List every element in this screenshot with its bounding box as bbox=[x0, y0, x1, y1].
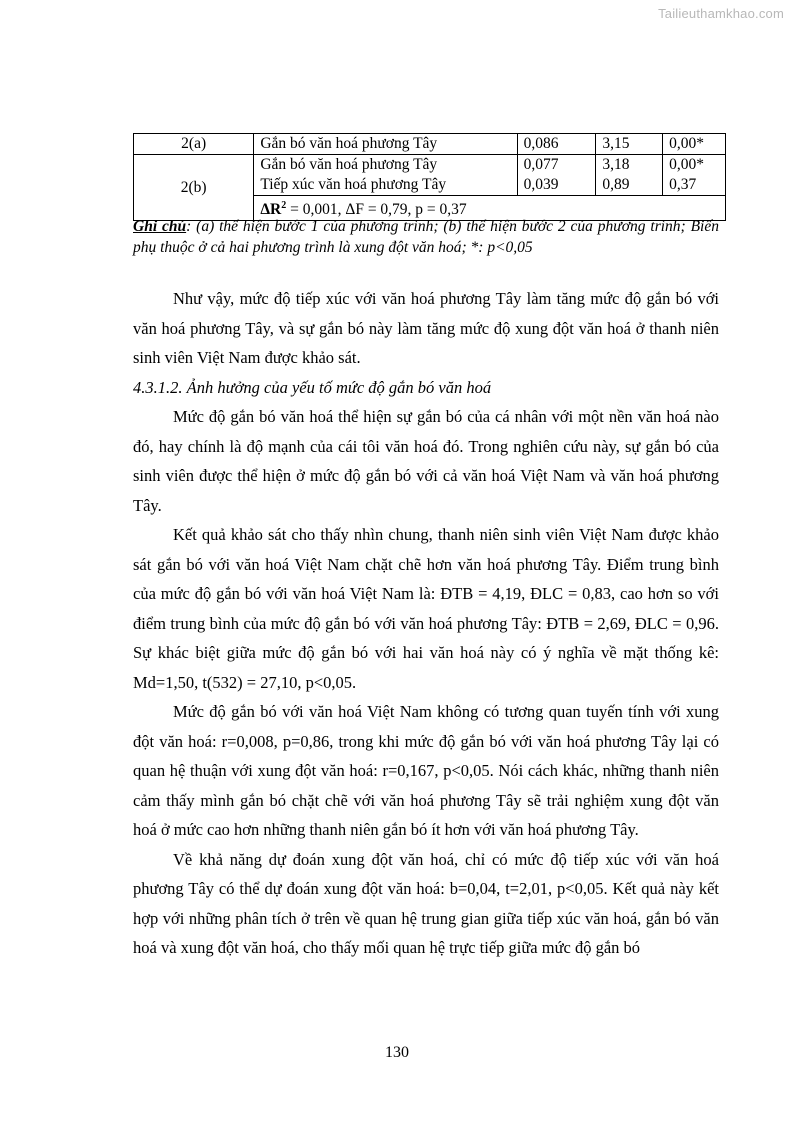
b-cell bbox=[517, 155, 596, 196]
p-cell: 0,00* bbox=[663, 134, 726, 155]
p-value: 0,00* bbox=[669, 156, 704, 173]
note-label: Ghi chú bbox=[133, 218, 187, 235]
variable-cell bbox=[254, 155, 517, 196]
watermark: Tailieuthamkhao.com bbox=[658, 6, 784, 21]
note-text: : (a) thể hiện bước 1 của phương trình; (b) thể hiện bước 2 của phương trình; Biến phụ thuộc ở cả hai phương trình là xung đột văn hoá; *: p<0,05 bbox=[133, 218, 719, 256]
model-cell: 2(a) bbox=[134, 134, 254, 155]
delta-r-superscript: 2 bbox=[281, 200, 287, 211]
paragraph: Mức độ gắn bó với văn hoá Việt Nam không có tương quan tuyến tính với xung đột văn hoá: r=0,008, p=0,86, trong khi mức độ gắn bó với văn hoá phương Tây lại có quan hệ thuận với xung đột văn hoá: r=0,167, p<0,05. Nói cách khác, những thanh niên cảm thấy mình gắn bó chặt chẽ với văn hoá phương Tây sẽ trải nghiệm xung đột văn hoá ở mức cao hơn những thanh niên gắn bó ít hơn với văn hoá phương Tây. bbox=[133, 702, 719, 839]
b-value: 0,077 bbox=[523, 156, 559, 173]
table-row bbox=[134, 134, 726, 155]
b-value: 0,039 bbox=[523, 176, 559, 193]
page-number: 130 bbox=[385, 1044, 409, 1061]
t-cell bbox=[596, 155, 663, 196]
section-heading: 4.3.1.2. Ảnh hưởng của yếu tố mức độ gắn bó văn hoá bbox=[133, 377, 492, 397]
summary-stats: = 0,001, ΔF = 0,79, p = 0,37 bbox=[286, 201, 467, 219]
table-note bbox=[133, 216, 719, 258]
paragraph: Như vậy, mức độ tiếp xúc với văn hoá phương Tây làm tăng mức độ gắn bó với văn hoá phương Tây, và sự gắn bó này làm tăng mức độ xung đột văn hoá ở thanh niên sinh viên Việt Nam được khảo sát. bbox=[133, 289, 719, 367]
b-cell: 0,086 bbox=[517, 134, 596, 155]
body-text bbox=[133, 284, 719, 963]
delta-r-label: ΔR bbox=[260, 201, 282, 219]
variable-line: Tiếp xúc văn hoá phương Tây bbox=[260, 176, 447, 193]
paragraph: Mức độ gắn bó văn hoá thể hiện sự gắn bó của cá nhân với một nền văn hoá nào đó, hay chính là độ mạnh của cái tôi văn hoá đó. Trong nghiên cứu này, sự gắn bó của sinh viên được thể hiện ở mức độ gắn bó với cả văn hoá Việt Nam và văn hoá phương Tây. bbox=[133, 407, 719, 515]
paragraph: Kết quả khảo sát cho thấy nhìn chung, thanh niên sinh viên Việt Nam được khảo sát gắn bó với văn hoá Việt Nam chặt chẽ hơn văn hoá phương Tây. Điểm trung bình của mức độ gắn bó với văn hoá Việt Nam là: ĐTB = 4,19, ĐLC = 0,83, cao hơn so với điểm trung bình của mức độ gắn bó với văn hoá phương Tây: ĐTB = 2,69, ĐLC = 0,96. Sự khác biệt giữa mức độ gắn bó với hai văn hoá này có ý nghĩa về mặt thống kê: Md=1,50, t(532) = 27,10, p<0,05. bbox=[133, 525, 719, 692]
t-value: 0,89 bbox=[602, 176, 630, 193]
variable-line: Gắn bó văn hoá phương Tây bbox=[260, 156, 438, 173]
model-cell: 2(b) bbox=[134, 155, 254, 221]
table-row bbox=[134, 155, 726, 196]
p-value: 0,37 bbox=[669, 176, 697, 193]
t-value: 3,18 bbox=[602, 156, 630, 173]
variable-cell: Gắn bó văn hoá phương Tây bbox=[254, 134, 517, 155]
p-cell bbox=[663, 155, 726, 196]
paragraph: Về khả năng dự đoán xung đột văn hoá, chỉ có mức độ tiếp xúc với văn hoá phương Tây có thể dự đoán xung đột văn hoá: b=0,04, t=2,01, p<0,05. Kết quả này kết hợp với những phân tích ở trên về quan hệ trung gian giữa tiếp xúc văn hoá, gắn bó văn hoá và xung đột văn hoá, cho thấy mối quan hệ trực tiếp giữa mức độ gắn bó bbox=[133, 849, 719, 957]
regression-table bbox=[133, 133, 726, 221]
t-cell: 3,15 bbox=[596, 134, 663, 155]
